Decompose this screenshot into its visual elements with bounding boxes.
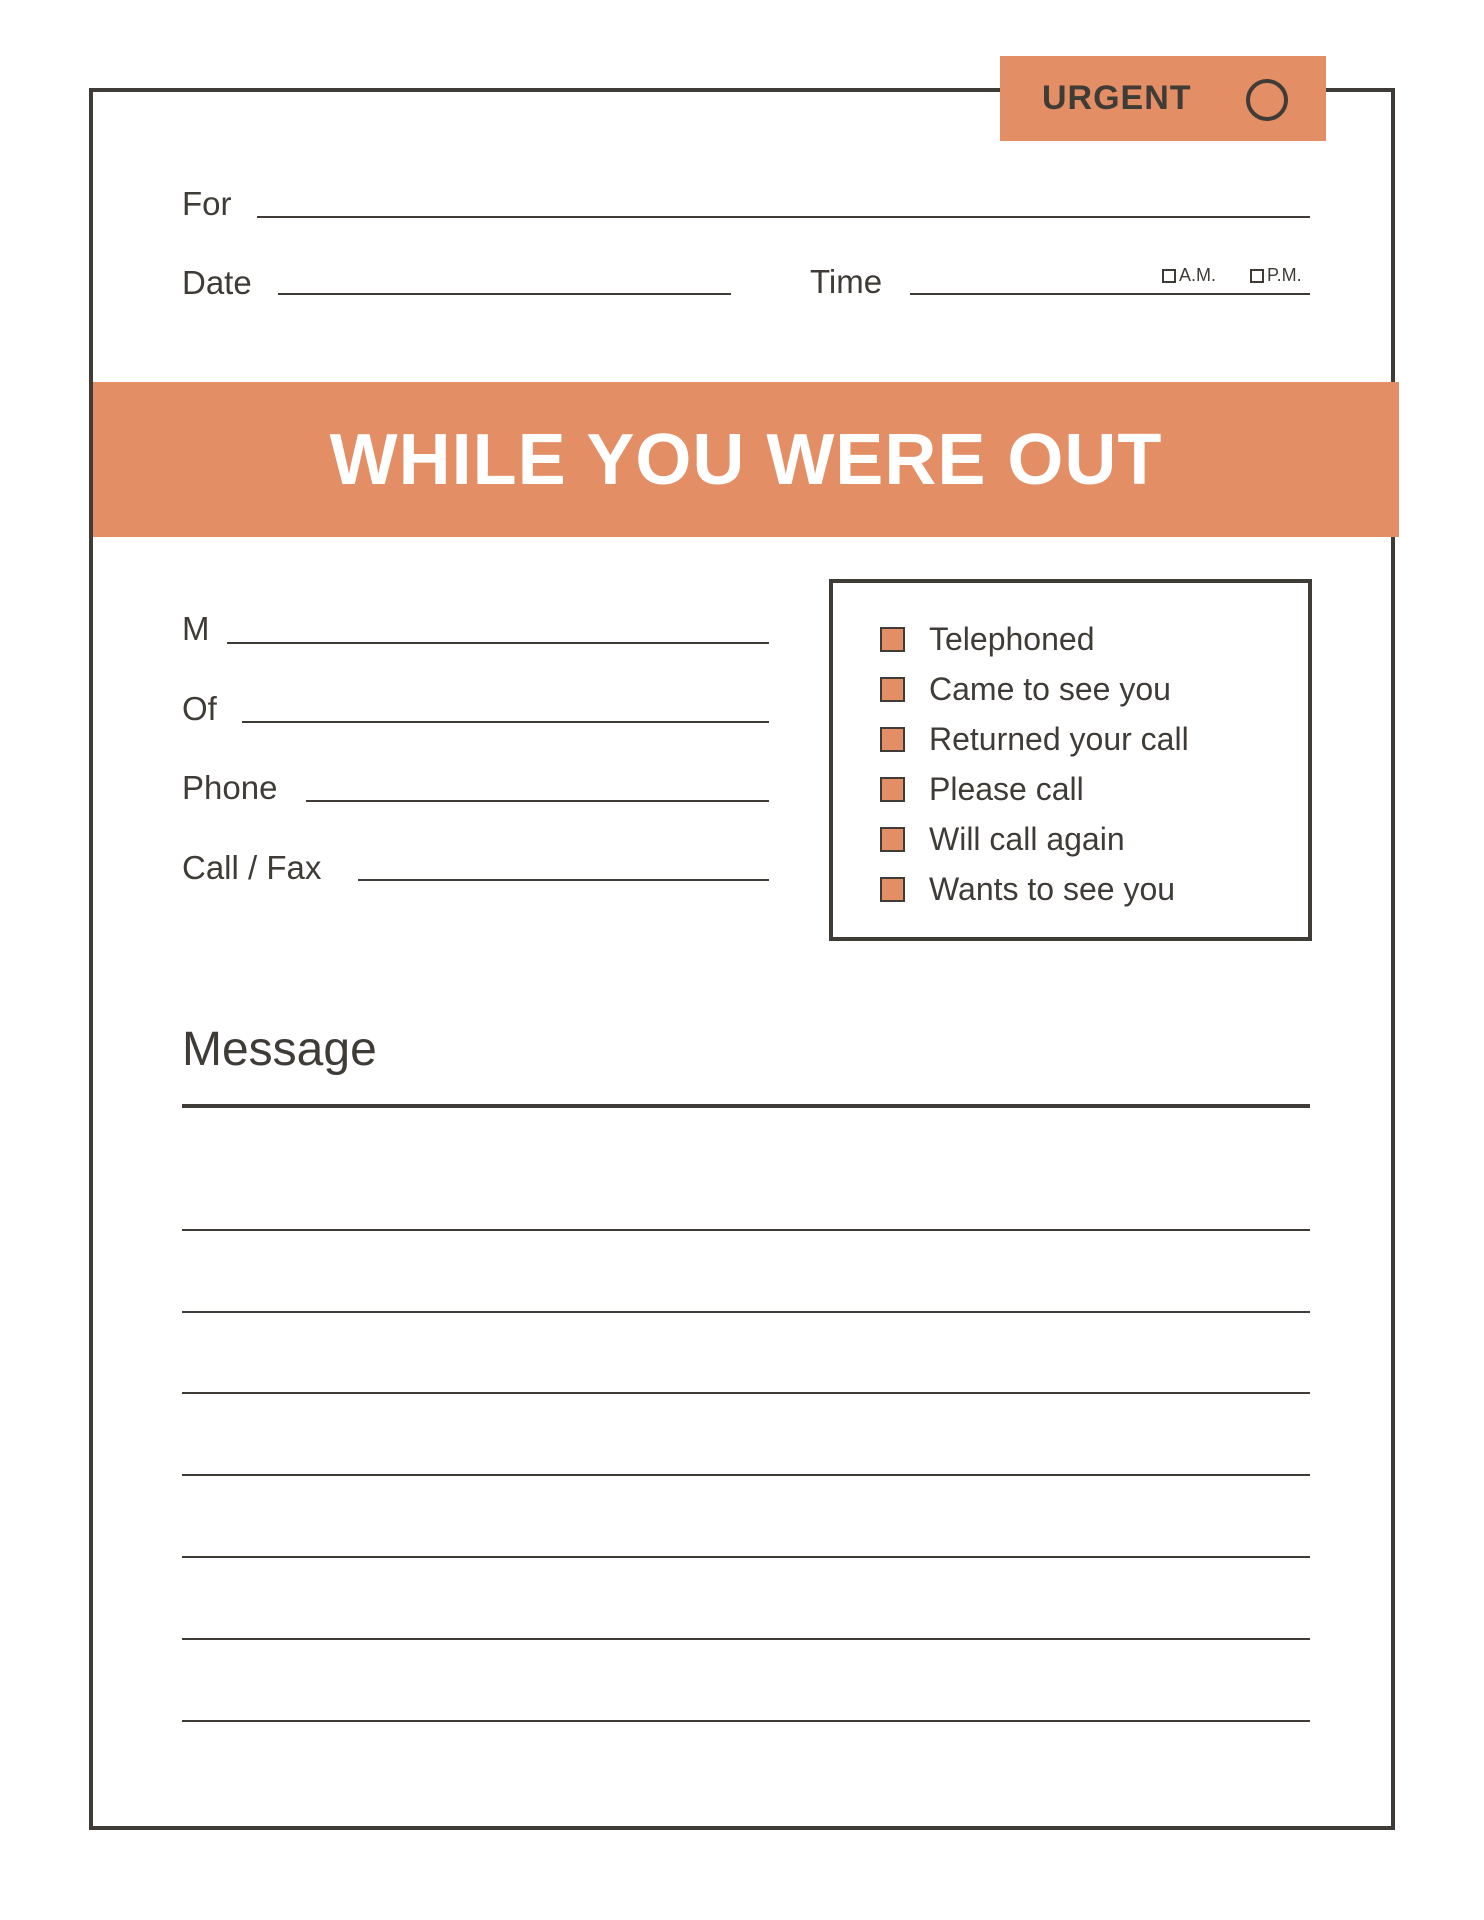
m-label: M [182,610,210,647]
title-banner [93,382,1399,537]
pm-option[interactable] [1250,265,1302,286]
pm-checkbox[interactable] [1250,269,1264,283]
urgent-checkbox-circle[interactable] [1246,79,1288,121]
urgent-badge [1000,56,1326,141]
callfax-label: Call / Fax [182,849,322,886]
date-label: Date [182,264,252,301]
message-line[interactable] [182,1556,1310,1558]
for-field-line[interactable] [257,216,1310,218]
check-please-call[interactable] [880,771,1084,808]
check-label: Please call [929,771,1084,807]
memo-frame [89,88,1395,1830]
check-came-to-see-you[interactable] [880,671,1171,708]
checkbox[interactable] [880,677,905,702]
message-line[interactable] [182,1474,1310,1476]
message-line[interactable] [182,1392,1310,1394]
time-label: Time [810,263,883,300]
of-field-line[interactable] [242,721,769,723]
message-line[interactable] [182,1720,1310,1722]
callfax-field-line[interactable] [358,879,769,881]
am-label: A.M. [1179,265,1217,285]
for-label: For [182,185,232,222]
checkbox[interactable] [880,627,905,652]
phone-field-line[interactable] [306,800,769,802]
check-will-call-again[interactable] [880,821,1125,858]
checkbox[interactable] [880,877,905,902]
checkbox[interactable] [880,727,905,752]
check-label: Will call again [929,821,1125,857]
m-field-line[interactable] [227,642,769,644]
date-field-line[interactable] [278,293,731,295]
message-title: Message [182,1023,377,1076]
urgent-label: URGENT [1042,79,1192,117]
check-label: Returned your call [929,721,1189,757]
check-telephoned[interactable] [880,621,1094,658]
check-label: Wants to see you [929,871,1176,907]
check-label: Came to see you [929,671,1171,707]
am-option[interactable] [1162,265,1216,286]
status-checklist [829,579,1312,941]
message-line[interactable] [182,1638,1310,1640]
check-returned-your-call[interactable] [880,721,1189,758]
message-line[interactable] [182,1311,1310,1313]
banner-title: WHILE YOU WERE OUT [329,419,1163,500]
check-wants-to-see-you[interactable] [880,871,1175,908]
checkbox[interactable] [880,777,905,802]
phone-label: Phone [182,769,278,806]
message-divider [182,1104,1310,1108]
checkbox[interactable] [880,827,905,852]
message-line[interactable] [182,1229,1310,1231]
am-checkbox[interactable] [1162,269,1176,283]
time-field-line[interactable] [910,293,1310,295]
check-label: Telephoned [929,621,1095,657]
of-label: Of [182,690,217,727]
pm-label: P.M. [1267,265,1302,285]
